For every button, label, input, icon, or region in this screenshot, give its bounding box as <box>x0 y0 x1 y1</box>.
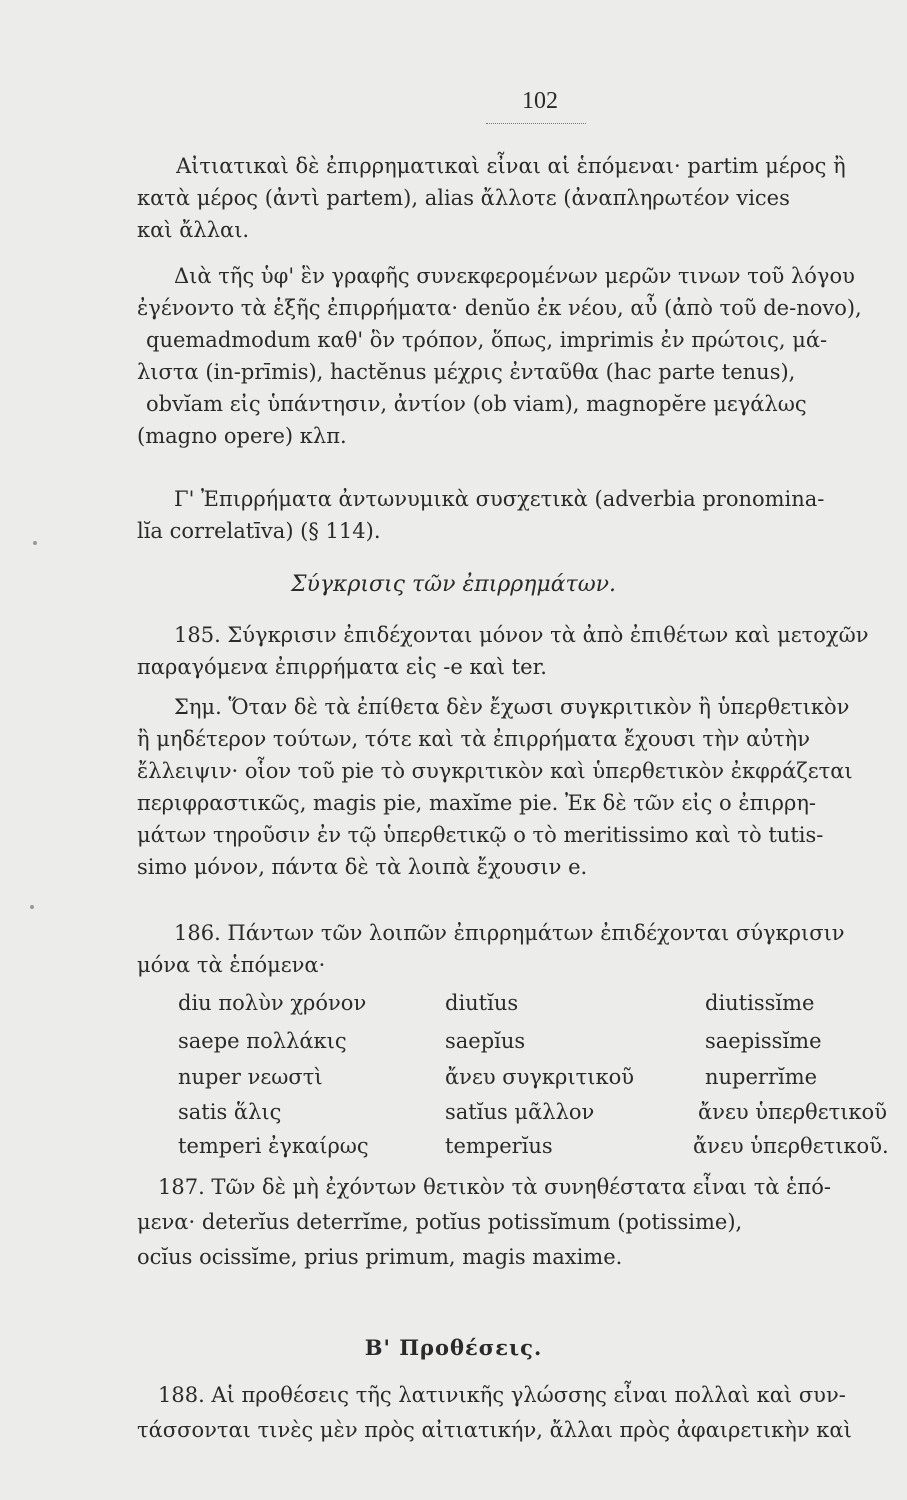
table-cell: saepissĭme <box>705 1029 822 1053</box>
text-line: Διὰ τῆς ὑφ' ἓν γραφῆς συνεκφερομένων μερῶν τινων τοῦ λόγου <box>174 264 855 288</box>
text-line: λιστα (in-prīmis), hactĕnus μέχρις ἐνταῦθα (hac parte tenus), <box>137 360 796 384</box>
table-cell: temperĭus <box>445 1134 553 1158</box>
text-line: καὶ ἄλλαι. <box>137 218 250 242</box>
table-cell: saepe πολλάκις <box>178 1029 347 1053</box>
table-cell: satis ἅλις <box>178 1100 282 1124</box>
text-line: ἔλλειψιν· οἷον τοῦ pie τὸ συγκριτικὸν καὶ ὑπερθετικὸν ἐκφράζεται <box>137 759 853 783</box>
text-line: ocĭus ocissĭme, prius primum, magis maxime. <box>137 1245 623 1269</box>
text-line: Σημ. Ὅταν δὲ τὰ ἐπίθετα δὲν ἔχωσι συγκριτικὸν ἢ ὑπερθετικὸν <box>174 695 850 719</box>
text-line: 186. Πάντων τῶν λοιπῶν ἐπιρρημάτων ἐπιδέχονται σύγκρισιν <box>174 921 845 945</box>
text-line: μόνα τὰ ἑπόμενα· <box>137 953 326 977</box>
table-cell: ἄνευ ὑπερθετικοῦ <box>698 1100 887 1124</box>
text-line: lĭa correlatīva) (§ 114). <box>137 519 381 543</box>
print-speck <box>33 541 37 545</box>
section-heading: Σύγκρισις τῶν ἐπιρρημάτων. <box>290 572 617 597</box>
text-line: simo μόνον, πάντα δὲ τὰ λοιπὰ ἔχουσιν e. <box>137 855 588 879</box>
text-line: μενα· deterĭus deterrĭme, potĭus potissĭmum (potissime), <box>137 1210 743 1234</box>
table-cell: ἄνευ ὑπερθετικοῦ. <box>693 1134 889 1158</box>
text-line: 187. Τῶν δὲ μὴ ἐχόντων θετικὸν τὰ συνηθέστατα εἶναι τὰ ἑπό- <box>158 1175 831 1199</box>
page-number-rule <box>486 123 586 124</box>
table-cell: ἄνευ συγκριτικοῦ <box>445 1065 635 1089</box>
table-cell: diutĭus <box>445 991 519 1015</box>
table-cell: nuper νεωστὶ <box>178 1065 323 1089</box>
text-line: Γ' Ἐπιρρήματα ἀντωνυμικὰ συσχετικὰ (adverbia pronomina- <box>174 487 825 511</box>
text-line: περιφραστικῶς, magis pie, maxĭme pie. Ἐκ δὲ τῶν εἰς o ἐπιρρη- <box>137 791 816 815</box>
text-line: (magno opere) κλπ. <box>137 424 347 448</box>
table-cell: temperi ἐγκαίρως <box>178 1134 369 1158</box>
page-number: 102 <box>522 88 558 114</box>
text-line: ἢ μηδέτερον τούτων, τότε καὶ τὰ ἐπιρρήματα ἔχουσι τὴν αὐτὴν <box>137 727 811 751</box>
text-line: obvĭam εἰς ὑπάντησιν, ἀντίον (ob viam), magnopĕre μεγάλως <box>146 392 807 416</box>
text-line: 185. Σύγκρισιν ἐπιδέχονται μόνον τὰ ἀπὸ ἐπιθέτων καὶ μετοχῶν <box>174 623 869 647</box>
text-line: τάσσονται τινὲς μὲν πρὸς αἰτιατικήν, ἄλλαι πρὸς ἀφαιρετικὴν καὶ <box>137 1418 852 1442</box>
text-line: μάτων τηροῦσιν ἐν τῷ ὑπερθετικῷ o τὸ meritissimo καὶ τὸ tutis- <box>137 823 824 847</box>
table-cell: diutissĭme <box>705 991 815 1015</box>
table-cell: nuperrĭme <box>705 1065 818 1089</box>
text-line: κατὰ μέρος (ἀντὶ partem), alias ἄλλοτε (ἀναπληρωτέον vices <box>137 186 790 210</box>
chapter-heading: Β' Προθέσεις. <box>364 1335 543 1360</box>
print-speck <box>30 905 34 909</box>
text-line: παραγόμενα ἐπιρρήματα εἰς -e καὶ ter. <box>137 655 547 679</box>
text-line: ἐγένοντο τὰ ἑξῆς ἐπιρρήματα· denŭo ἐκ νέου, αὖ (ἀπὸ τοῦ de-novo), <box>137 296 862 320</box>
table-cell: saepĭus <box>445 1029 526 1053</box>
text-line: Αἰτιατικαὶ δὲ ἐπιρρηματικαὶ εἶναι αἱ ἑπόμεναι· partim μέρος ἢ <box>176 154 846 178</box>
text-line: 188. Αἱ προθέσεις τῆς λατινικῆς γλώσσης εἶναι πολλαὶ καὶ συν- <box>158 1383 846 1407</box>
table-cell: diu πολὺν χρόνον <box>178 991 367 1015</box>
text-line: quemadmodum καθ' ὃν τρόπον, ὅπως, imprimis ἐν πρώτοις, μά- <box>146 328 828 352</box>
table-cell: satĭus μᾶλλον <box>445 1100 595 1124</box>
